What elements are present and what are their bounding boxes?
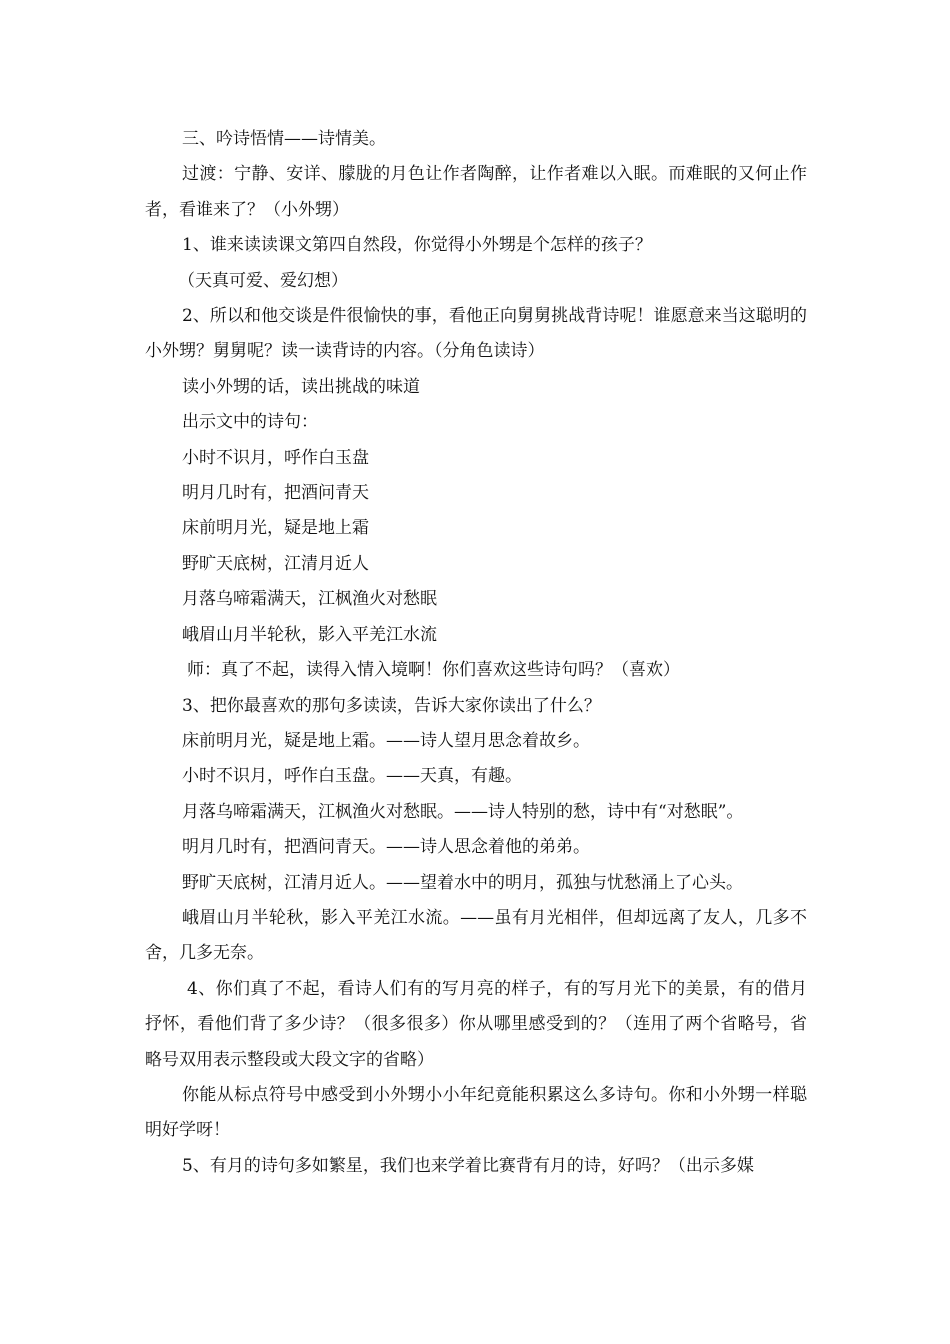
poem-interpretation: 野旷天底树，江清月近人。——望着水中的明月，孤独与忧愁涌上了心头。 (182, 872, 743, 893)
paragraph-question-3: 3、把你最喜欢的那句多读读，告诉大家你读出了什么？ (182, 695, 601, 716)
poem-line: 床前明月光，疑是地上霜 (182, 518, 369, 539)
paragraph-instruction: 读小外甥的话，读出挑战的味道 (182, 376, 420, 397)
poem-interpretation: 明月几时有，把酒问青天。——诗人思念着他的弟弟。 (182, 837, 590, 858)
paragraph-question-2: 2、所以和他交谈是件很愉快的事，看他正向舅舅挑战背诗呢！谁愿意来当这聪明的小外甥？舅舅呢？读一读背诗的内容。（分角色读诗） (145, 306, 807, 362)
paragraph-answer-1: （天真可爱、爱幻想） (178, 270, 348, 291)
paragraph-question-5: 5、有月的诗句多如繁星，我们也来学着比赛背有月的诗，好吗？（出示多媒 (182, 1155, 754, 1176)
poem-interpretation: 峨眉山月半轮秋，影入平羌江水流。——虽有月光相伴，但却远离了友人，几多不舍，几多无奈。 (145, 907, 807, 964)
paragraph-teacher: 师：真了不起，读得入情入境啊！你们喜欢这些诗句吗？（喜欢） (187, 660, 680, 681)
paragraph-punctuation: 你能从标点符号中感受到小外甥小小年纪竟能积累这么多诗句。你和小外甥一样聪明好学呀！ (145, 1084, 807, 1141)
paragraph-question-4: 4、你们真了不起，看诗人们有的写月亮的样子，有的写月光下的美景，有的借月抒怀，看他们背了多少诗？（很多很多）你从哪里感受到的？（连用了两个省略号，省略号双用表示整段或大段文字的省略） (145, 978, 807, 1070)
poem-interpretation: 小时不识月，呼作白玉盘。——天真，有趣。 (182, 766, 522, 787)
paragraph-show-poems: 出示文中的诗句： (182, 412, 318, 433)
section-heading: 三、吟诗悟情——诗情美。 (182, 129, 386, 149)
poem-line: 小时不识月，呼作白玉盘 (182, 447, 369, 468)
poem-line: 野旷天底树，江清月近人 (182, 553, 369, 574)
poem-line: 明月几时有，把酒问青天 (182, 483, 369, 504)
poem-line: 月落乌啼霜满天，江枫渔火对愁眠 (182, 589, 437, 610)
poem-interpretation: 床前明月光，疑是地上霜。——诗人望月思念着故乡。 (182, 730, 590, 751)
paragraph-question-1: 1、谁来读读课文第四自然段，你觉得小外甥是个怎样的孩子？ (182, 235, 652, 256)
poem-line: 峨眉山月半轮秋，影入平羌江水流 (182, 624, 437, 645)
poem-interpretation: 月落乌啼霜满天，江枫渔火对愁眠。——诗人特别的愁，诗中有“对愁眠”。 (182, 801, 744, 822)
paragraph-transition: 过渡：宁静、安详、朦胧的月色让作者陶醉，让作者难以入眠。而难眠的又何止作者，看谁来了？（小外甥） (145, 164, 807, 220)
document-body (145, 122, 807, 1184)
